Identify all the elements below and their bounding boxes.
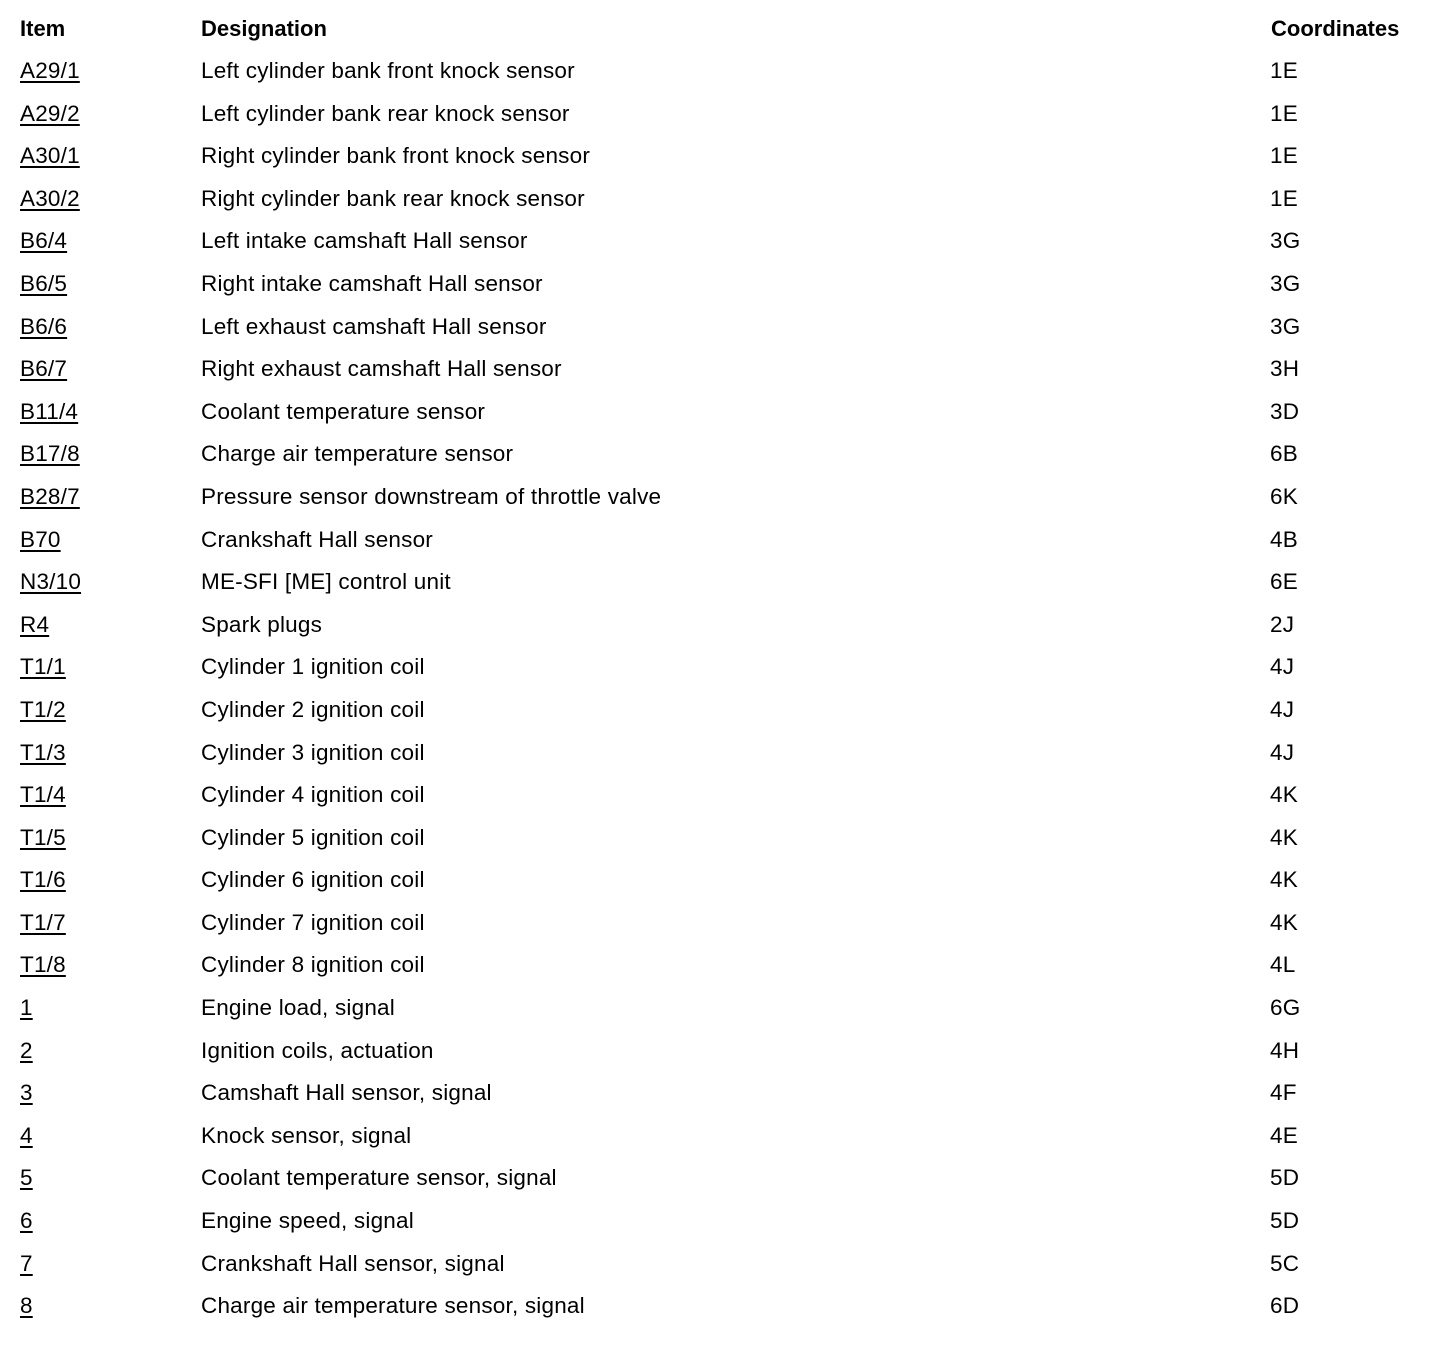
item-link[interactable]: 4 (20, 1122, 33, 1148)
coordinates-cell: 4J (1270, 739, 1295, 765)
header-item: Item (20, 16, 66, 41)
item-link[interactable]: T1/1 (20, 654, 66, 680)
designation-cell: Knock sensor, signal (201, 1122, 412, 1148)
table-row (0, 1079, 1456, 1122)
designation-cell: Left cylinder bank rear knock sensor (201, 100, 570, 126)
coordinates-cell: 6E (1270, 569, 1298, 595)
item-link[interactable]: 1 (20, 995, 33, 1021)
item-cell (20, 696, 66, 724)
item-cell (20, 313, 67, 341)
table-row (0, 270, 1456, 313)
coordinates-cell: 4K (1270, 782, 1298, 808)
item-cell (20, 824, 66, 852)
item-cell (20, 653, 66, 681)
item-cell (20, 568, 81, 596)
header-designation: Designation (201, 16, 327, 41)
designation-cell: Left intake camshaft Hall sensor (201, 228, 528, 254)
coordinates-cell: 3D (1270, 398, 1300, 424)
table-row (0, 909, 1456, 952)
table-row (0, 653, 1456, 696)
item-link[interactable]: T1/5 (20, 824, 66, 850)
item-cell (20, 1164, 33, 1192)
coordinates-cell: 1E (1270, 58, 1298, 83)
item-cell (20, 526, 61, 554)
designation-cell: Charge air temperature sensor (201, 441, 514, 467)
item-cell (20, 355, 67, 383)
table-row (0, 100, 1456, 143)
item-cell (20, 398, 78, 426)
table-row (0, 313, 1456, 356)
coordinates-cell: 1E (1270, 143, 1298, 169)
table-row (0, 57, 1456, 100)
item-cell (20, 440, 80, 468)
coordinates-cell: 4J (1270, 654, 1295, 680)
item-cell (20, 142, 80, 170)
designation-cell: Cylinder 6 ignition coil (201, 867, 425, 893)
item-cell (20, 866, 66, 894)
designation-cell: Engine load, signal (201, 995, 395, 1021)
item-link[interactable]: A30/1 (20, 143, 80, 169)
coordinates-cell: 4K (1270, 909, 1298, 935)
designation-cell: Cylinder 1 ignition coil (201, 654, 425, 680)
item-cell (20, 57, 80, 85)
item-cell (20, 781, 66, 809)
item-link[interactable]: A30/2 (20, 185, 80, 211)
coordinates-cell: 4K (1270, 867, 1298, 893)
designation-cell: Crankshaft Hall sensor (201, 526, 433, 552)
item-link[interactable]: 2 (20, 1037, 33, 1063)
item-link[interactable]: 6 (20, 1208, 33, 1234)
table-row (0, 781, 1456, 824)
table-row (0, 185, 1456, 228)
coordinates-cell: 5D (1270, 1165, 1300, 1191)
item-cell (20, 1250, 33, 1278)
table-row (0, 440, 1456, 483)
coordinates-cell: 2J (1270, 611, 1295, 637)
item-link[interactable]: T1/2 (20, 696, 66, 722)
item-cell (20, 483, 80, 511)
designation-cell: Coolant temperature sensor, signal (201, 1165, 557, 1191)
item-link[interactable]: R4 (20, 611, 50, 637)
item-cell (20, 611, 49, 639)
designation-cell: Right cylinder bank front knock sensor (201, 143, 591, 169)
item-cell (20, 1079, 33, 1107)
table-row (0, 142, 1456, 185)
designation-cell: Pressure sensor downstream of throttle valve (201, 483, 662, 509)
item-link[interactable]: B70 (20, 526, 61, 552)
item-cell (20, 909, 66, 937)
table-row (0, 866, 1456, 909)
coordinates-cell: 4E (1270, 1122, 1298, 1148)
item-cell (20, 100, 80, 128)
item-link[interactable]: T1/6 (20, 867, 66, 893)
item-link[interactable]: 3 (20, 1080, 33, 1106)
item-cell (20, 951, 66, 979)
coordinates-cell: 5D (1270, 1208, 1300, 1234)
item-cell (20, 1122, 33, 1150)
item-link[interactable]: B11/4 (20, 398, 79, 424)
designation-cell: ME-SFI [ME] control unit (201, 569, 451, 595)
item-link[interactable]: A29/1 (20, 58, 80, 83)
designation-cell: Cylinder 4 ignition coil (201, 782, 425, 808)
designation-cell: Charge air temperature sensor, signal (201, 1293, 585, 1319)
item-link[interactable]: T1/8 (20, 952, 66, 978)
item-cell (20, 1037, 33, 1065)
item-link[interactable]: B6/7 (20, 356, 68, 382)
designation-cell: Cylinder 8 ignition coil (201, 952, 425, 978)
coordinates-cell: 4J (1270, 696, 1295, 722)
coordinates-cell: 4B (1270, 526, 1298, 552)
coordinates-cell: 4K (1270, 824, 1298, 850)
coordinates-cell: 3G (1270, 270, 1301, 296)
coordinates-cell: 4L (1270, 952, 1296, 978)
item-cell (20, 270, 67, 298)
table-row (0, 355, 1456, 398)
table-row (0, 611, 1456, 654)
table-row (0, 1122, 1456, 1165)
table-row (0, 568, 1456, 611)
item-link[interactable]: B6/6 (20, 313, 68, 339)
coordinates-cell: 1E (1270, 185, 1298, 211)
coordinates-cell: 3H (1270, 356, 1300, 382)
item-link[interactable]: B6/5 (20, 270, 68, 296)
coordinates-cell: 6K (1270, 483, 1298, 509)
item-cell (20, 1292, 33, 1320)
item-link[interactable]: N3/10 (20, 569, 82, 595)
legend-rows (0, 57, 1456, 1335)
table-row (0, 824, 1456, 867)
table-row (0, 696, 1456, 739)
designation-cell: Right intake camshaft Hall sensor (201, 270, 543, 296)
designation-cell: Right cylinder bank rear knock sensor (201, 185, 585, 211)
item-cell (20, 1207, 33, 1235)
table-row (0, 739, 1456, 782)
designation-cell: Right exhaust camshaft Hall sensor (201, 356, 562, 382)
table-row (0, 227, 1456, 270)
table-row (0, 483, 1456, 526)
coordinates-cell: 4H (1270, 1037, 1300, 1063)
item-link[interactable]: B28/7 (20, 483, 80, 509)
item-link[interactable]: A29/2 (20, 100, 80, 126)
designation-cell: Engine speed, signal (201, 1208, 414, 1234)
designation-cell: Spark plugs (201, 611, 323, 637)
table-row (0, 1207, 1456, 1250)
item-cell (20, 185, 80, 213)
coordinates-cell: 1E (1270, 100, 1298, 126)
item-cell (20, 227, 67, 255)
table-row (0, 1250, 1456, 1293)
designation-cell: Cylinder 5 ignition coil (201, 824, 425, 850)
designation-cell: Coolant temperature sensor (201, 398, 486, 424)
designation-cell: Cylinder 7 ignition coil (201, 909, 425, 935)
coordinates-cell: 6B (1270, 441, 1298, 467)
item-link[interactable]: T1/3 (20, 739, 66, 765)
header-coordinates: Coordinates (1271, 16, 1400, 41)
designation-cell: Left cylinder bank front knock sensor (201, 58, 575, 83)
item-link[interactable]: B6/4 (20, 228, 68, 254)
coordinates-cell: 5C (1270, 1250, 1300, 1276)
designation-cell: Left exhaust camshaft Hall sensor (201, 313, 547, 339)
item-link[interactable]: 8 (20, 1293, 33, 1319)
item-link[interactable]: B17/8 (20, 441, 80, 467)
item-cell (20, 994, 33, 1022)
table-row (0, 1037, 1456, 1080)
designation-cell: Camshaft Hall sensor, signal (201, 1080, 492, 1106)
coordinates-cell: 3G (1270, 313, 1301, 339)
coordinates-cell: 6G (1270, 995, 1301, 1021)
table-row (0, 951, 1456, 994)
coordinates-cell: 3G (1270, 228, 1301, 254)
coordinates-cell: 6D (1270, 1293, 1300, 1319)
table-row (0, 398, 1456, 441)
designation-cell: Cylinder 2 ignition coil (201, 696, 425, 722)
item-link[interactable]: T1/4 (20, 782, 66, 808)
table-row (0, 526, 1456, 569)
designation-cell: Crankshaft Hall sensor, signal (201, 1250, 505, 1276)
item-cell (20, 739, 66, 767)
table-row (0, 1164, 1456, 1207)
table-row (0, 994, 1456, 1037)
designation-cell: Ignition coils, actuation (201, 1037, 434, 1063)
table-row (0, 1292, 1456, 1335)
item-link[interactable]: 5 (20, 1165, 33, 1191)
coordinates-cell: 4F (1270, 1080, 1297, 1106)
item-link[interactable]: T1/7 (20, 909, 66, 935)
item-link[interactable]: 7 (20, 1250, 33, 1276)
designation-cell: Cylinder 3 ignition coil (201, 739, 425, 765)
